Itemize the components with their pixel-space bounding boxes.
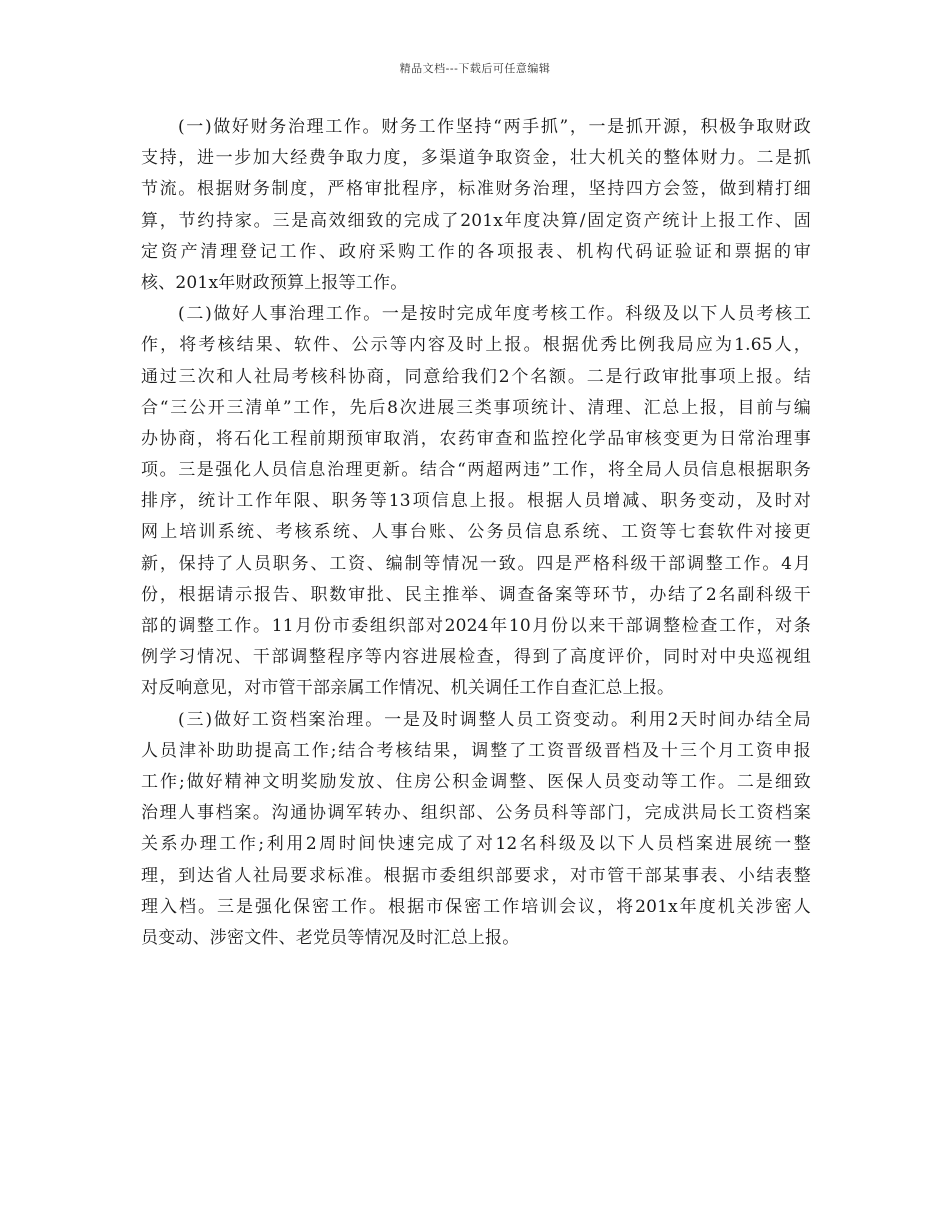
- text-line: (二)做好人事治理工作。一是按时完成年度考核工作。科级及以下人员考核工: [178, 304, 811, 325]
- text-line: 排序，统计工作年限、职务等13项信息上报。根据人员增减、职务变动，及时对: [141, 491, 811, 512]
- text-line: 办协商，将石化工程前期预审取消，农药审查和监控化学品审核变更为日常治理事: [141, 428, 811, 449]
- text-line: 作，将考核结果、软件、公示等内容及时上报。根据优秀比例我局应为1.65人，: [141, 335, 811, 356]
- text-line: 理，到达省人社局要求标准。根据市委组织部要求，对市管干部某事表、小结表整: [141, 865, 811, 886]
- text-line: 新，保持了人员职务、工资、编制等情况一致。四是严格科级干部调整工作。4月: [141, 553, 811, 574]
- text-line: 份，根据请示报告、职数审批、民主推举、调查备案等环节，办结了2名副科级干: [141, 584, 811, 605]
- text-line: (三)做好工资档案治理。一是及时调整人员工资变动。利用2天时间办结全局: [178, 709, 811, 730]
- text-line: 员变动、涉密文件、老党员等情况及时汇总上报。: [141, 927, 520, 948]
- text-line: 工作;做好精神文明奖励发放、住房公积金调整、医保人员变动等工作。二是细致: [141, 771, 811, 792]
- text-line: 项。三是强化人员信息治理更新。结合“两超两违”工作，将全局人员信息根据职务: [141, 460, 811, 481]
- text-line: 治理人事档案。沟通协调军转办、组织部、公务员科等部门，完成洪局长工资档案: [141, 803, 811, 824]
- document-body: [141, 112, 811, 954]
- text-line: 核、201x年财政预算上报等工作。: [141, 272, 408, 293]
- text-line: 对反响意见，对市管干部亲属工作情况、机关调任工作自查汇总上报。: [141, 678, 675, 699]
- text-line: 合“三公开三清单”工作，先后8次进展三类事项统计、清理、汇总上报，目前与编: [141, 397, 811, 418]
- text-line: 理入档。三是强化保密工作。根据市保密工作培训会议，将201x年度机关涉密人: [141, 896, 811, 917]
- paragraph-personnel: [141, 299, 811, 704]
- text-line: 人员津补助助提高工作;结合考核结果，调整了工资晋级晋档及十三个月工资申报: [141, 740, 811, 761]
- text-line: 关系办理工作;利用2周时间快速完成了对12名科级及以下人员档案进展统一整: [141, 834, 811, 855]
- text-line: 算，节约持家。三是高效细致的完成了201x年度决算/固定资产统计上报工作、固: [141, 210, 811, 231]
- paragraph-salary-archives: [141, 705, 811, 955]
- text-line: 支持，进一步加大经费争取力度，多渠道争取资金，壮大机关的整体财力。二是抓: [141, 148, 811, 169]
- text-line: (一)做好财务治理工作。财务工作坚持“两手抓”，一是抓开源，积极争取财政: [178, 117, 811, 137]
- text-line: 部的调整工作。11月份市委组织部对2024年10月份以来干部调整检查工作，对条: [141, 616, 811, 636]
- text-line: 网上培训系统、考核系统、人事台账、公务员信息系统、工资等七套软件对接更: [141, 522, 811, 543]
- text-line: 通过三次和人社局考核科协商，同意给我们2个名额。二是行政审批事项上报。结: [141, 366, 811, 387]
- paragraph-finance: [141, 112, 811, 299]
- page-header: 精品文档---下载后可任意编辑: [399, 62, 551, 75]
- text-line: 节流。根据财务制度，严格审批程序，标准财务治理，坚持四方会签，做到精打细: [141, 179, 811, 200]
- text-line: 例学习情况、干部调整程序等内容进展检查，得到了高度评价，同时对中央巡视组: [141, 647, 811, 668]
- text-line: 定资产清理登记工作、政府采购工作的各项报表、机构代码证验证和票据的审: [141, 241, 811, 262]
